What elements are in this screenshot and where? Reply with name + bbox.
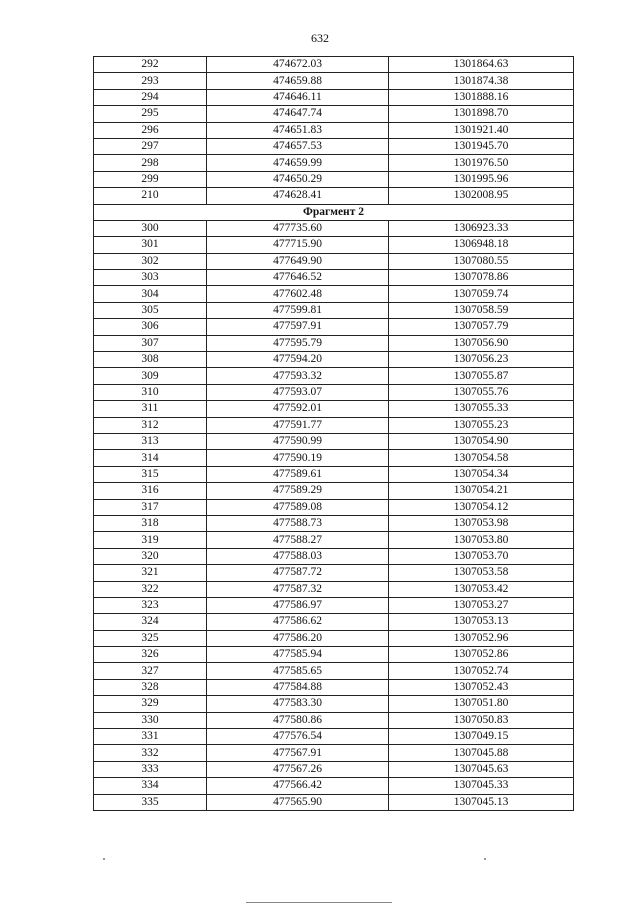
table-row (94, 220, 574, 236)
y-coordinate-cell: 1307054.21 (389, 483, 574, 499)
y-coordinate-cell: 1307055.23 (389, 417, 574, 433)
y-coordinate-cell: 1307054.12 (389, 499, 574, 515)
x-coordinate-cell: 474672.03 (207, 57, 389, 73)
rows-before-section (94, 57, 574, 205)
point-number-cell: 296 (94, 122, 207, 138)
table-row (94, 679, 574, 695)
x-coordinate-cell: 477590.19 (207, 450, 389, 466)
x-coordinate-cell: 477588.03 (207, 548, 389, 564)
point-number-cell: 332 (94, 745, 207, 761)
point-number-cell: 306 (94, 319, 207, 335)
table-row (94, 122, 574, 138)
scan-speck (103, 858, 105, 860)
y-coordinate-cell: 1307053.13 (389, 614, 574, 630)
x-coordinate-cell: 477715.90 (207, 237, 389, 253)
y-coordinate-cell: 1307053.58 (389, 565, 574, 581)
section-header-group (94, 204, 574, 220)
table-row (94, 155, 574, 171)
table-row (94, 171, 574, 187)
point-number-cell: 299 (94, 171, 207, 187)
table-row (94, 433, 574, 449)
point-number-cell: 309 (94, 368, 207, 384)
y-coordinate-cell: 1301945.70 (389, 138, 574, 154)
point-number-cell: 318 (94, 515, 207, 531)
point-number-cell: 316 (94, 483, 207, 499)
table-row (94, 368, 574, 384)
y-coordinate-cell: 1307053.42 (389, 581, 574, 597)
point-number-cell: 323 (94, 597, 207, 613)
point-number-cell: 300 (94, 220, 207, 236)
table-row (94, 188, 574, 204)
y-coordinate-cell: 1307045.88 (389, 745, 574, 761)
table-row (94, 597, 574, 613)
point-number-cell: 324 (94, 614, 207, 630)
page-number: 632 (311, 31, 329, 45)
point-number-cell: 298 (94, 155, 207, 171)
rows-after-section (94, 220, 574, 810)
y-coordinate-cell: 1301921.40 (389, 122, 574, 138)
y-coordinate-cell: 1307057.79 (389, 319, 574, 335)
point-number-cell: 321 (94, 565, 207, 581)
point-number-cell: 297 (94, 138, 207, 154)
point-number-cell: 294 (94, 89, 207, 105)
point-number-cell: 330 (94, 712, 207, 728)
y-coordinate-cell: 1307054.90 (389, 433, 574, 449)
point-number-cell: 327 (94, 663, 207, 679)
table-row (94, 778, 574, 794)
x-coordinate-cell: 477589.29 (207, 483, 389, 499)
y-coordinate-cell: 1307045.33 (389, 778, 574, 794)
section-header-row (94, 204, 574, 220)
x-coordinate-cell: 477586.97 (207, 597, 389, 613)
table-row (94, 647, 574, 663)
coordinates-table (93, 56, 574, 811)
point-number-cell: 326 (94, 647, 207, 663)
y-coordinate-cell: 1307078.86 (389, 270, 574, 286)
y-coordinate-cell: 1307054.58 (389, 450, 574, 466)
table-row (94, 499, 574, 515)
y-coordinate-cell: 1307056.23 (389, 352, 574, 368)
y-coordinate-cell: 1307058.59 (389, 302, 574, 318)
point-number-cell: 314 (94, 450, 207, 466)
table-row (94, 712, 574, 728)
y-coordinate-cell: 1307055.76 (389, 384, 574, 400)
point-number-cell: 322 (94, 581, 207, 597)
y-coordinate-cell: 1301995.96 (389, 171, 574, 187)
x-coordinate-cell: 477595.79 (207, 335, 389, 351)
table-row (94, 630, 574, 646)
x-coordinate-cell: 474628.41 (207, 188, 389, 204)
table-row (94, 253, 574, 269)
point-number-cell: 333 (94, 761, 207, 777)
point-number-cell: 304 (94, 286, 207, 302)
point-number-cell: 210 (94, 188, 207, 204)
x-coordinate-cell: 477593.07 (207, 384, 389, 400)
table-row (94, 483, 574, 499)
x-coordinate-cell: 477589.61 (207, 466, 389, 482)
x-coordinate-cell: 477576.54 (207, 729, 389, 745)
x-coordinate-cell: 477646.52 (207, 270, 389, 286)
y-coordinate-cell: 1307080.55 (389, 253, 574, 269)
point-number-cell: 335 (94, 794, 207, 810)
table-row (94, 466, 574, 482)
point-number-cell: 315 (94, 466, 207, 482)
point-number-cell: 331 (94, 729, 207, 745)
point-number-cell: 313 (94, 433, 207, 449)
table-row (94, 270, 574, 286)
y-coordinate-cell: 1306948.18 (389, 237, 574, 253)
table-row (94, 729, 574, 745)
y-coordinate-cell: 1307053.80 (389, 532, 574, 548)
x-coordinate-cell: 477585.94 (207, 647, 389, 663)
point-number-cell: 317 (94, 499, 207, 515)
x-coordinate-cell: 474659.99 (207, 155, 389, 171)
x-coordinate-cell: 477593.32 (207, 368, 389, 384)
point-number-cell: 302 (94, 253, 207, 269)
bottom-edge-line (246, 902, 392, 903)
point-number-cell: 319 (94, 532, 207, 548)
y-coordinate-cell: 1307059.74 (389, 286, 574, 302)
x-coordinate-cell: 474647.74 (207, 106, 389, 122)
section-title: Фрагмент 2 (94, 204, 574, 220)
y-coordinate-cell: 1307053.70 (389, 548, 574, 564)
x-coordinate-cell: 477565.90 (207, 794, 389, 810)
x-coordinate-cell: 474659.88 (207, 73, 389, 89)
x-coordinate-cell: 477594.20 (207, 352, 389, 368)
table-row (94, 319, 574, 335)
x-coordinate-cell: 477592.01 (207, 401, 389, 417)
table-row (94, 548, 574, 564)
y-coordinate-cell: 1307049.15 (389, 729, 574, 745)
scan-speck (484, 858, 486, 860)
point-number-cell: 312 (94, 417, 207, 433)
table-row (94, 565, 574, 581)
y-coordinate-cell: 1307053.98 (389, 515, 574, 531)
table-row (94, 450, 574, 466)
table-row (94, 794, 574, 810)
x-coordinate-cell: 477567.26 (207, 761, 389, 777)
x-coordinate-cell: 474657.53 (207, 138, 389, 154)
table-row (94, 515, 574, 531)
x-coordinate-cell: 477588.73 (207, 515, 389, 531)
x-coordinate-cell: 474651.83 (207, 122, 389, 138)
table-row (94, 335, 574, 351)
y-coordinate-cell: 1307055.33 (389, 401, 574, 417)
x-coordinate-cell: 477590.99 (207, 433, 389, 449)
table-row (94, 761, 574, 777)
y-coordinate-cell: 1307045.63 (389, 761, 574, 777)
x-coordinate-cell: 477586.20 (207, 630, 389, 646)
x-coordinate-cell: 477587.32 (207, 581, 389, 597)
x-coordinate-cell: 477597.91 (207, 319, 389, 335)
y-coordinate-cell: 1307052.74 (389, 663, 574, 679)
table-row (94, 57, 574, 73)
point-number-cell: 328 (94, 679, 207, 695)
table-row (94, 352, 574, 368)
y-coordinate-cell: 1307051.80 (389, 696, 574, 712)
y-coordinate-cell: 1307052.86 (389, 647, 574, 663)
table-row (94, 302, 574, 318)
x-coordinate-cell: 477589.08 (207, 499, 389, 515)
point-number-cell: 292 (94, 57, 207, 73)
x-coordinate-cell: 477566.42 (207, 778, 389, 794)
point-number-cell: 307 (94, 335, 207, 351)
table-row (94, 384, 574, 400)
point-number-cell: 305 (94, 302, 207, 318)
x-coordinate-cell: 477591.77 (207, 417, 389, 433)
point-number-cell: 301 (94, 237, 207, 253)
y-coordinate-cell: 1307052.96 (389, 630, 574, 646)
point-number-cell: 308 (94, 352, 207, 368)
y-coordinate-cell: 1307055.87 (389, 368, 574, 384)
table-row (94, 401, 574, 417)
table-row (94, 614, 574, 630)
y-coordinate-cell: 1306923.33 (389, 220, 574, 236)
y-coordinate-cell: 1307054.34 (389, 466, 574, 482)
point-number-cell: 310 (94, 384, 207, 400)
table-row (94, 745, 574, 761)
y-coordinate-cell: 1307045.13 (389, 794, 574, 810)
table-row (94, 696, 574, 712)
point-number-cell: 334 (94, 778, 207, 794)
table-row (94, 532, 574, 548)
x-coordinate-cell: 477583.30 (207, 696, 389, 712)
y-coordinate-cell: 1307056.90 (389, 335, 574, 351)
x-coordinate-cell: 477599.81 (207, 302, 389, 318)
table-row (94, 89, 574, 105)
table-row (94, 581, 574, 597)
x-coordinate-cell: 477585.65 (207, 663, 389, 679)
point-number-cell: 303 (94, 270, 207, 286)
x-coordinate-cell: 477735.60 (207, 220, 389, 236)
x-coordinate-cell: 477602.48 (207, 286, 389, 302)
table-row (94, 286, 574, 302)
table-row (94, 73, 574, 89)
table-row (94, 237, 574, 253)
point-number-cell: 329 (94, 696, 207, 712)
point-number-cell: 293 (94, 73, 207, 89)
point-number-cell: 325 (94, 630, 207, 646)
x-coordinate-cell: 474650.29 (207, 171, 389, 187)
x-coordinate-cell: 477588.27 (207, 532, 389, 548)
y-coordinate-cell: 1301898.70 (389, 106, 574, 122)
x-coordinate-cell: 477649.90 (207, 253, 389, 269)
x-coordinate-cell: 477580.86 (207, 712, 389, 728)
y-coordinate-cell: 1302008.95 (389, 188, 574, 204)
point-number-cell: 295 (94, 106, 207, 122)
x-coordinate-cell: 477567.91 (207, 745, 389, 761)
x-coordinate-cell: 477586.62 (207, 614, 389, 630)
x-coordinate-cell: 474646.11 (207, 89, 389, 105)
y-coordinate-cell: 1307053.27 (389, 597, 574, 613)
table-row (94, 106, 574, 122)
table-row (94, 417, 574, 433)
table-row (94, 138, 574, 154)
y-coordinate-cell: 1301874.38 (389, 73, 574, 89)
x-coordinate-cell: 477584.88 (207, 679, 389, 695)
y-coordinate-cell: 1307050.83 (389, 712, 574, 728)
y-coordinate-cell: 1307052.43 (389, 679, 574, 695)
y-coordinate-cell: 1301864.63 (389, 57, 574, 73)
table-row (94, 663, 574, 679)
x-coordinate-cell: 477587.72 (207, 565, 389, 581)
point-number-cell: 311 (94, 401, 207, 417)
point-number-cell: 320 (94, 548, 207, 564)
y-coordinate-cell: 1301976.50 (389, 155, 574, 171)
y-coordinate-cell: 1301888.16 (389, 89, 574, 105)
